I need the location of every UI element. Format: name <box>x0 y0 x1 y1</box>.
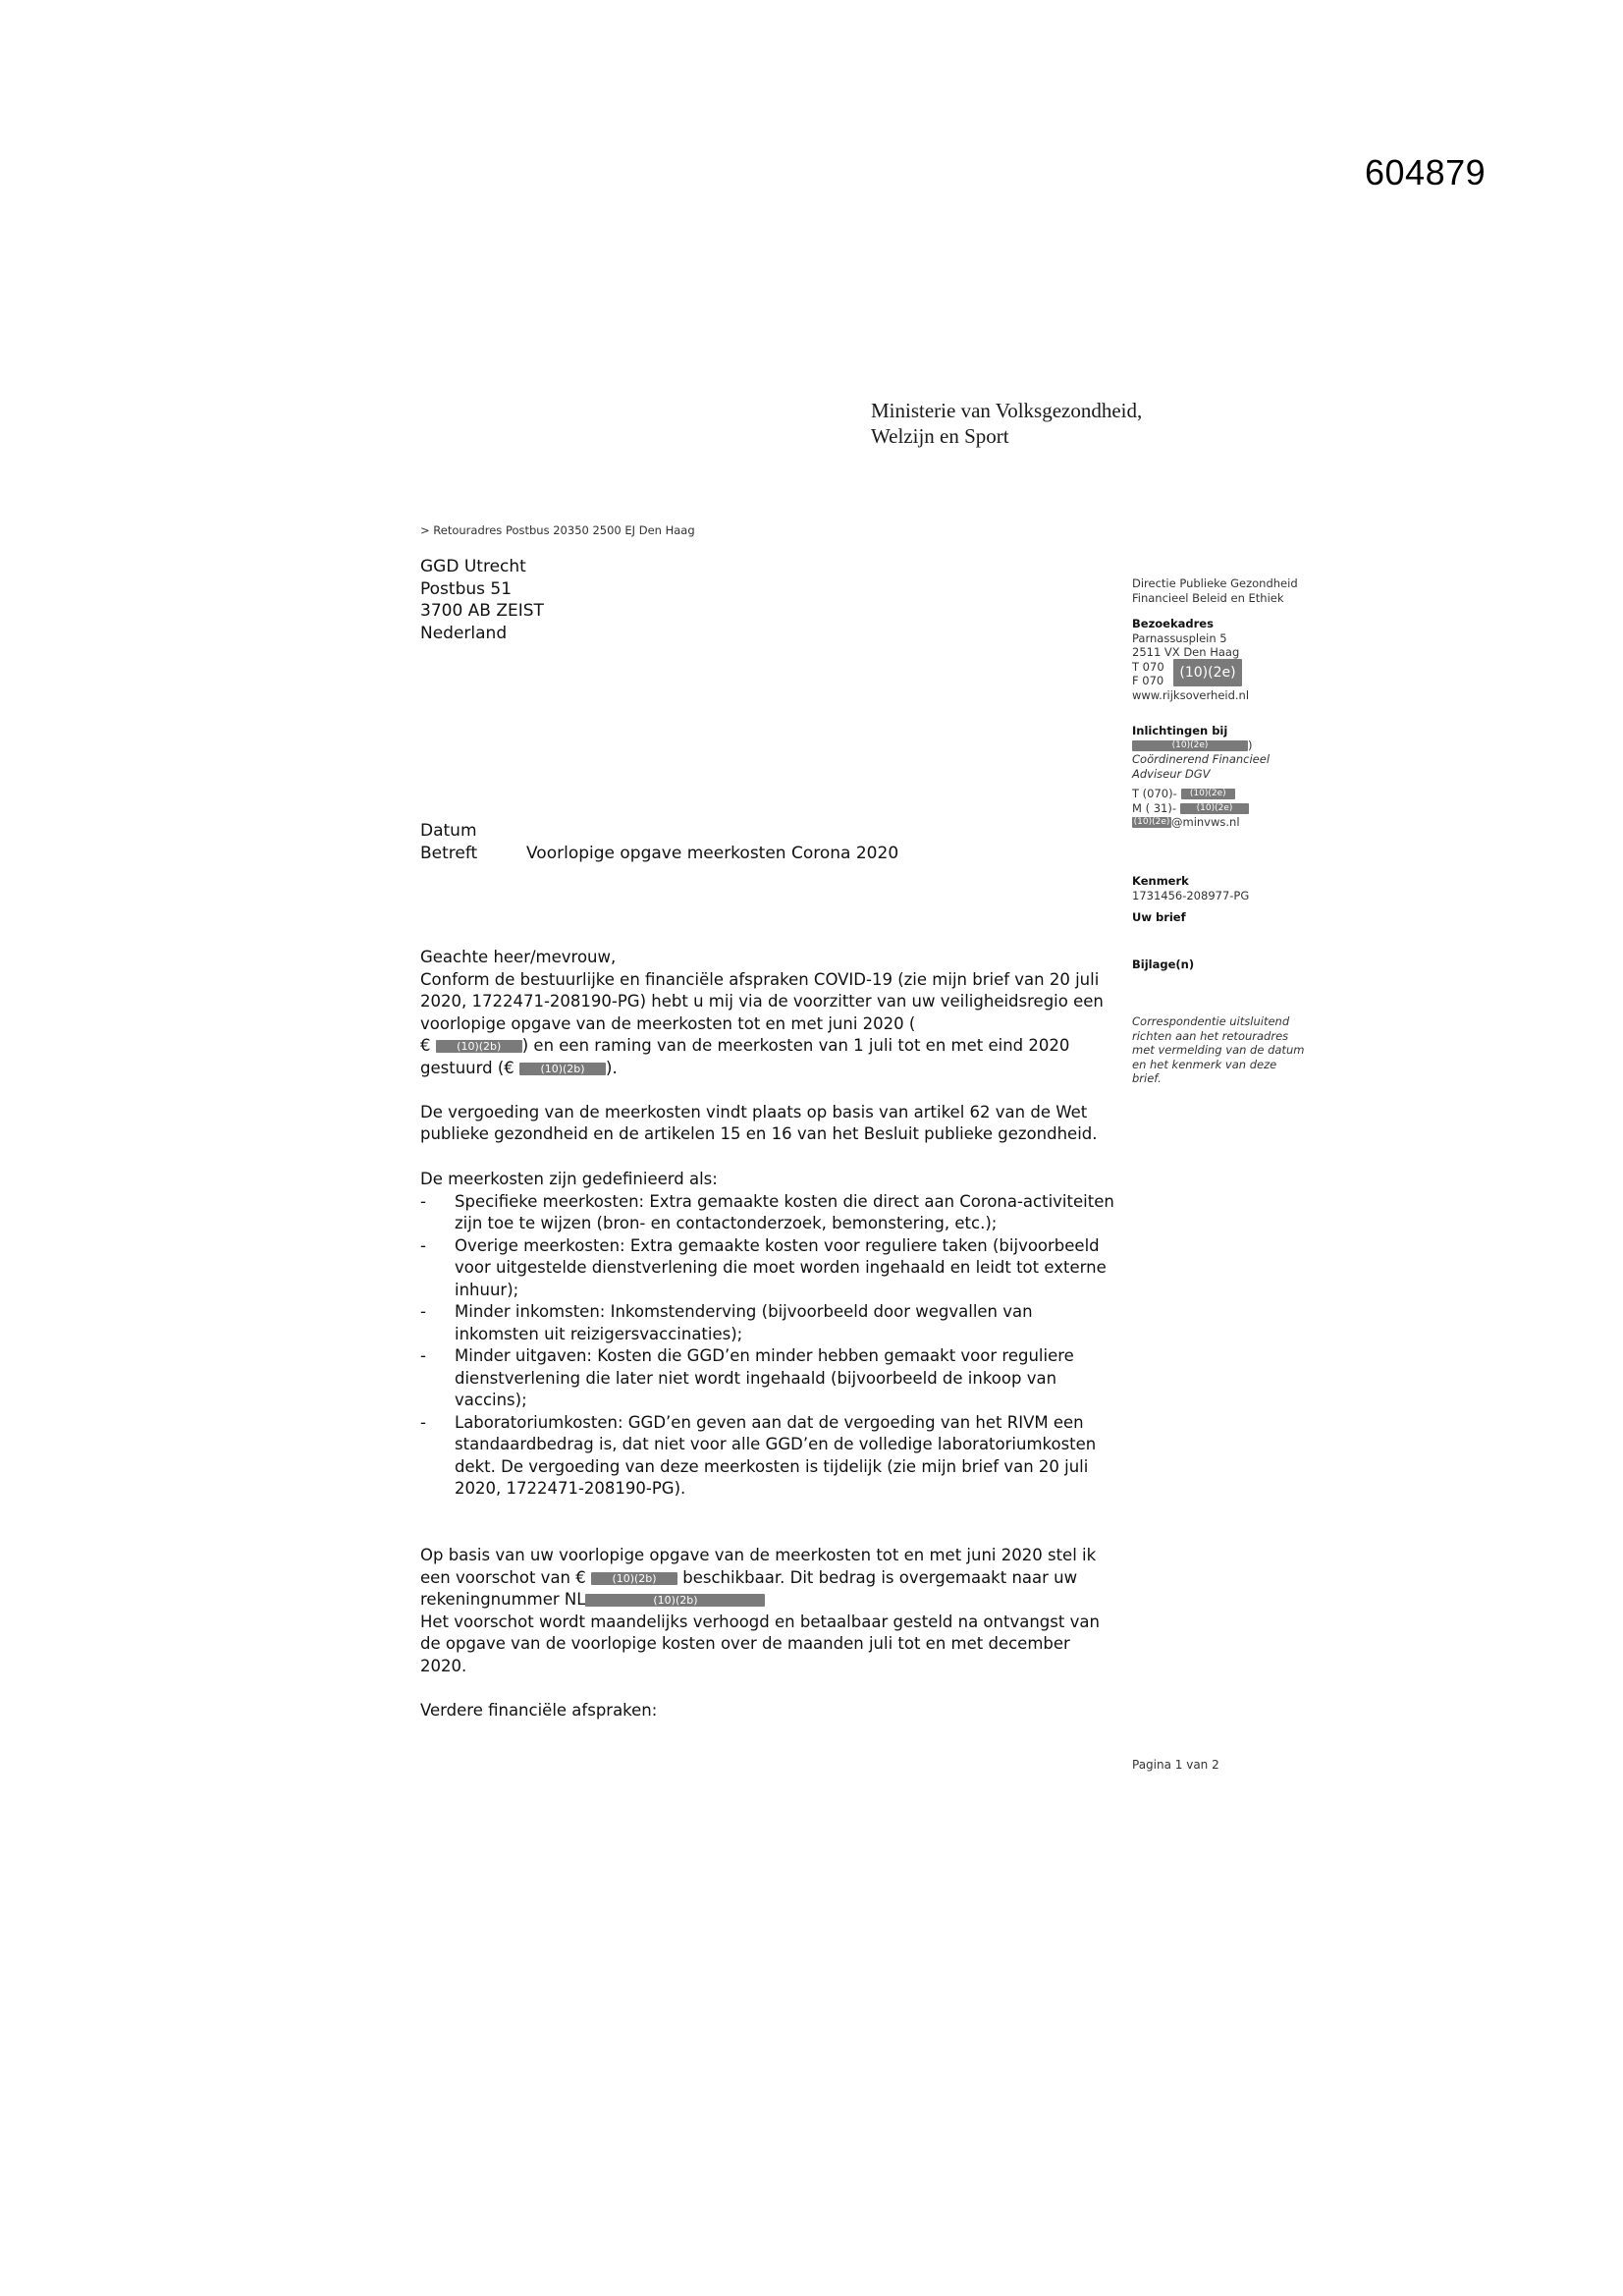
ref-value: 1731456-208977-PG <box>1132 888 1250 902</box>
redaction-advance-amount: (10)(2b) <box>591 1572 677 1585</box>
note-line-2: richten aan het retouradres <box>1132 1028 1289 1043</box>
list-item: - Overige meerkosten: Extra gemaakte kosten voor reguliere taken (bijvoorbeeld voor uitgestelde dienstverlening die moet worden ingehaald en leidt tot externe inhuur); <box>420 1235 1117 1302</box>
page-number: Pagina 1 van 2 <box>1132 1758 1219 1772</box>
info-phone-label: T (070)- <box>1132 787 1177 800</box>
info-heading: Inlichtingen bij <box>1132 724 1228 738</box>
paragraph-1-euro: € <box>420 1036 431 1055</box>
return-address: > Retouradres Postbus 20350 2500 EJ Den Haag <box>420 523 695 537</box>
department-line-2: Financieel Beleid en Ethiek <box>1132 590 1284 605</box>
letter-body-part-1 <box>420 947 1117 1146</box>
info-email-domain: @minvws.nl <box>1171 815 1240 829</box>
fax-label: F 070 <box>1132 674 1164 687</box>
paragraph-1-text-a: Conform de bestuurlijke en financiële afspraken COVID-19 (zie mijn brief van 20 juli 2020, 1722471-208190-PG) hebt u mij via de voorzitter van uw veiligheidsregio een voorlopige opgave van de meerkosten tot en met juni 2020 ( <box>420 969 1104 1033</box>
sidebar-correspondence-note <box>1132 1014 1304 1086</box>
sidebar-visit-address <box>1132 617 1249 702</box>
recipient-line-2: Postbus 51 <box>420 578 513 599</box>
paragraph-4-text-b: beschikbaar. Dit bedrag is overgemaakt naar uw rekeningnummer NL <box>420 1567 1078 1609</box>
info-role-1: Coördinerend Financieel <box>1132 752 1271 766</box>
ministry-logo <box>871 398 1142 449</box>
paragraph-4-text-a: Op basis van uw voorlopige opgave van de meerkosten tot en met juni 2020 stel ik een voorschot van € <box>420 1546 1097 1587</box>
visit-city: 2511 VX Den Haag <box>1132 645 1240 659</box>
list-item: - Specifieke meerkosten: Extra gemaakte kosten die direct aan Corona-activiteiten zijn toe te wijzen (bron- en contactonderzoek, bemonstering, etc.); <box>420 1191 1117 1235</box>
list-item: - Minder inkomsten: Inkomstenderving (bijvoorbeeld door wegvallen van inkomsten uit reizigersvaccinaties); <box>420 1301 1117 1345</box>
redaction-phone: (10)(2e) <box>1173 659 1242 686</box>
paragraph-5: Verdere financiële afspraken: <box>420 1700 658 1720</box>
definitions-list <box>420 1191 1117 1501</box>
ref-heading: Kenmerk <box>1132 874 1189 888</box>
definitions-intro: De meerkosten zijn gedefinieerd als: <box>420 1170 718 1188</box>
recipient-address <box>420 556 544 644</box>
sidebar-attachments <box>1132 957 1194 972</box>
info-mobile-label: M ( 31)- <box>1132 800 1176 815</box>
note-line-4: en het kenmerk van deze <box>1132 1057 1277 1071</box>
website: www.rijksoverheid.nl <box>1132 687 1250 702</box>
redaction-contact-name: (10)(2e) <box>1132 740 1248 751</box>
paragraph-4-continued: Het voorschot wordt maandelijks verhoogd en betaalbaar gesteld na ontvangst van de opgave van de voorlopige kosten over de maanden juli tot en met december 2020. <box>420 1612 1100 1675</box>
visit-heading: Bezoekadres <box>1132 617 1214 630</box>
letter-body-part-3 <box>420 1545 1117 1722</box>
redaction-contact-email: (10)(2e) <box>1133 817 1170 827</box>
letter-meta <box>420 820 898 864</box>
redaction-amount-2: (10)(2b) <box>519 1063 606 1075</box>
department-line-1: Directie Publieke Gezondheid <box>1132 576 1298 590</box>
logo-line-1: Ministerie van Volksgezondheid, <box>871 399 1143 422</box>
paragraph-1-text-d: ). <box>606 1058 618 1077</box>
note-line-1: Correspondentie uitsluitend <box>1132 1014 1290 1028</box>
info-role-2: Adviseur DGV <box>1132 766 1211 781</box>
your-letter-heading: Uw brief <box>1132 910 1186 924</box>
subject-value: Voorlopige opgave meerkosten Corona 2020 <box>526 843 899 863</box>
paragraph-1-text-c: ) en een raming van de meerkosten van 1 juli tot en met eind 2020 gestuurd (€ <box>420 1036 1070 1077</box>
salutation: Geachte heer/mevrouw, <box>420 948 617 966</box>
document-number: 604879 <box>1365 152 1487 192</box>
logo-line-2: Welzijn en Sport <box>871 424 1009 448</box>
recipient-line-1: GGD Utrecht <box>420 557 526 576</box>
redaction-account-number: (10)(2b) <box>585 1594 765 1607</box>
redaction-contact-mobile: (10)(2e) <box>1180 803 1249 814</box>
paragraph-4 <box>420 1545 1117 1612</box>
recipient-line-4: Nederland <box>420 623 508 643</box>
note-line-5: brief. <box>1132 1071 1162 1085</box>
date-label: Datum <box>420 821 477 841</box>
recipient-line-3: 3700 AB ZEIST <box>420 601 544 621</box>
sidebar-contact: Inlichtingen bij (10)(2e) ) Coördinerend Financieel Adviseur DGV T (070)- (10)(2e) M ( 31)- (10)(2e) (10)(2e) @minvws.nl <box>1132 724 1271 829</box>
redaction-amount-1: (10)(2b) <box>436 1040 522 1053</box>
sidebar-reference <box>1132 874 1249 925</box>
redaction-contact-phone: (10)(2e) <box>1181 789 1235 799</box>
phone-label: T 070 <box>1132 659 1164 674</box>
paragraph-2: De vergoeding van de meerkosten vindt plaats op basis van artikel 62 van de Wet publieke gezondheid en de artikelen 15 en 16 van het Besluit publieke gezondheid. <box>420 1102 1098 1143</box>
list-item: - Laboratoriumkosten: GGD’en geven aan dat de vergoeding van het RIVM een standaardbedrag is, dat niet voor alle GGD’en de volledige laboratoriumkosten dekt. De vergoeding van deze meerkosten is tijdelijk (zie mijn brief van 20 juli 2020, 1722471-208190-PG). <box>420 1412 1117 1501</box>
letter-body-part-2 <box>420 1169 1117 1501</box>
note-line-3: met vermelding van de datum <box>1132 1043 1305 1057</box>
subject-label: Betreft <box>420 843 478 863</box>
paragraph-1 <box>420 969 1117 1080</box>
attachments-heading: Bijlage(n) <box>1132 957 1195 971</box>
sidebar-department <box>1132 576 1298 605</box>
visit-street: Parnassusplein 5 <box>1132 630 1227 645</box>
list-item: - Minder uitgaven: Kosten die GGD’en minder hebben gemaakt voor reguliere dienstverlening die later niet wordt ingehaald (bijvoorbeeld de inkoop van vaccins); <box>420 1345 1117 1412</box>
